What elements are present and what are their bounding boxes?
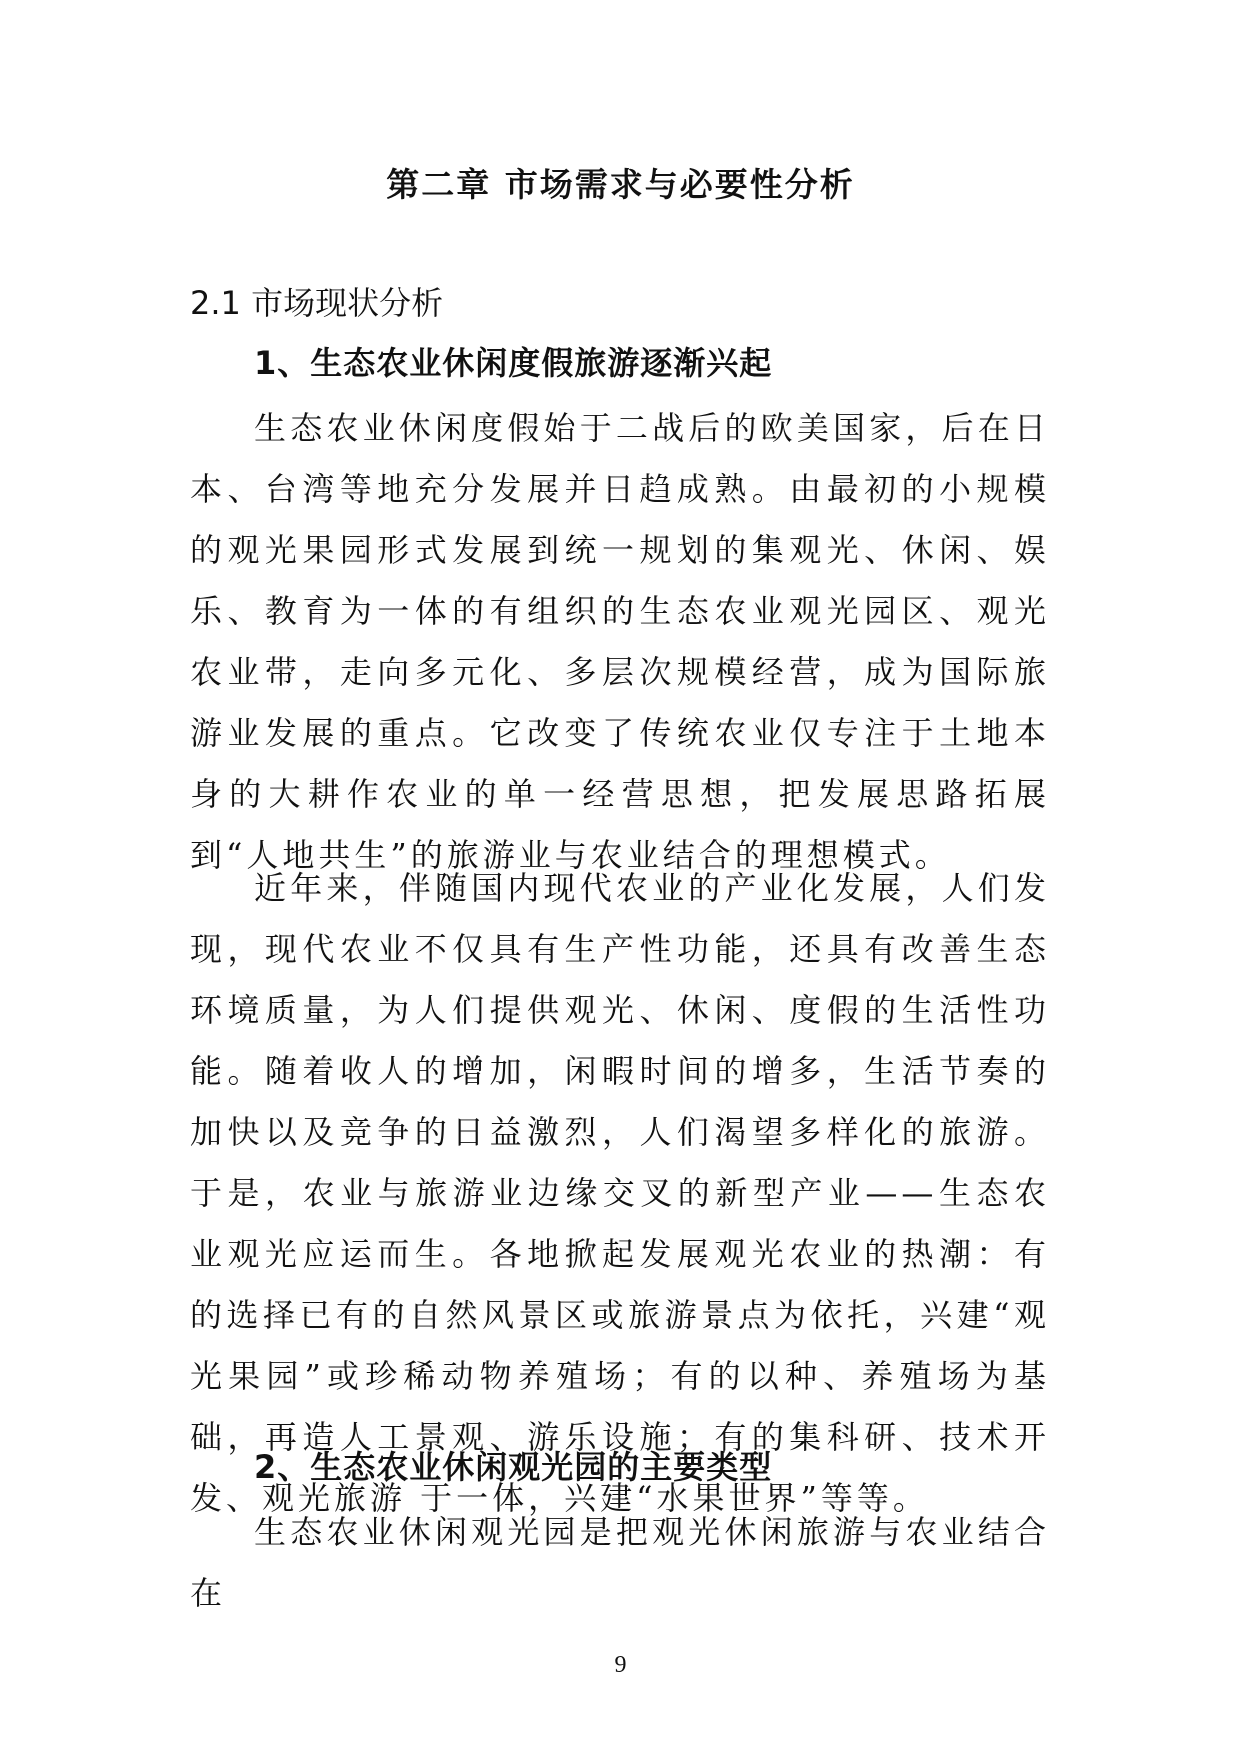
page-number: 9 bbox=[614, 1652, 627, 1678]
section-heading: 2.1 市场现状分析 bbox=[190, 284, 444, 322]
paragraph-2: 近年来，伴随国内现代农业的产业化发展，人们发现，现代农业不仅具有生产性功能，还具有改善生态环境质量，为人们提供观光、休闲、度假的生活性功能。随着收人的增加，闲暇时间的增多，生活节奏的加快以及竞争的日益激烈，人们渴望多样化的旅游。于是，农业与旅游业边缘交叉的新型产业——生态农业观光应运而生。各地掀起发展观光农业的热潮：有的选择已有的自然风景区或旅游景点为依托，兴建“观光果园”或珍稀动物养殖场；有的以种、养殖场为基础，再造人工景观、游乐设施；有的集科研、技术开发、观光旅游 于一体，兴建“水果世界”等等。 bbox=[190, 869, 1050, 1517]
paragraph-1: 生态农业休闲度假始于二战后的欧美国家，后在日本、台湾等地充分发展并日趋成熟。由最初的小规模的观光果园形式发展到统一规划的集观光、休闲、娱乐、教育为一体的有组织的生态农业观光园区、观光农业带，走向多元化、多层次规模经营，成为国际旅游业发展的重点。它改变了传统农业仅专注于土地本身的大耕作农业的单一经营思想，把发展思路拓展到“人地共生”的旅游业与农业结合的理想模式。 bbox=[190, 409, 1050, 874]
subsection-heading-1: 1、生态农业休闲度假旅游逐渐兴起 bbox=[254, 344, 773, 382]
paragraph-3: 生态农业休闲观光园是把观光休闲旅游与农业结合在 bbox=[190, 1513, 1050, 1612]
subsection-heading-2: 2、生态农业休闲观光园的主要类型 bbox=[254, 1448, 773, 1486]
chapter-title: 第二章 市场需求与必要性分析 bbox=[386, 165, 855, 204]
